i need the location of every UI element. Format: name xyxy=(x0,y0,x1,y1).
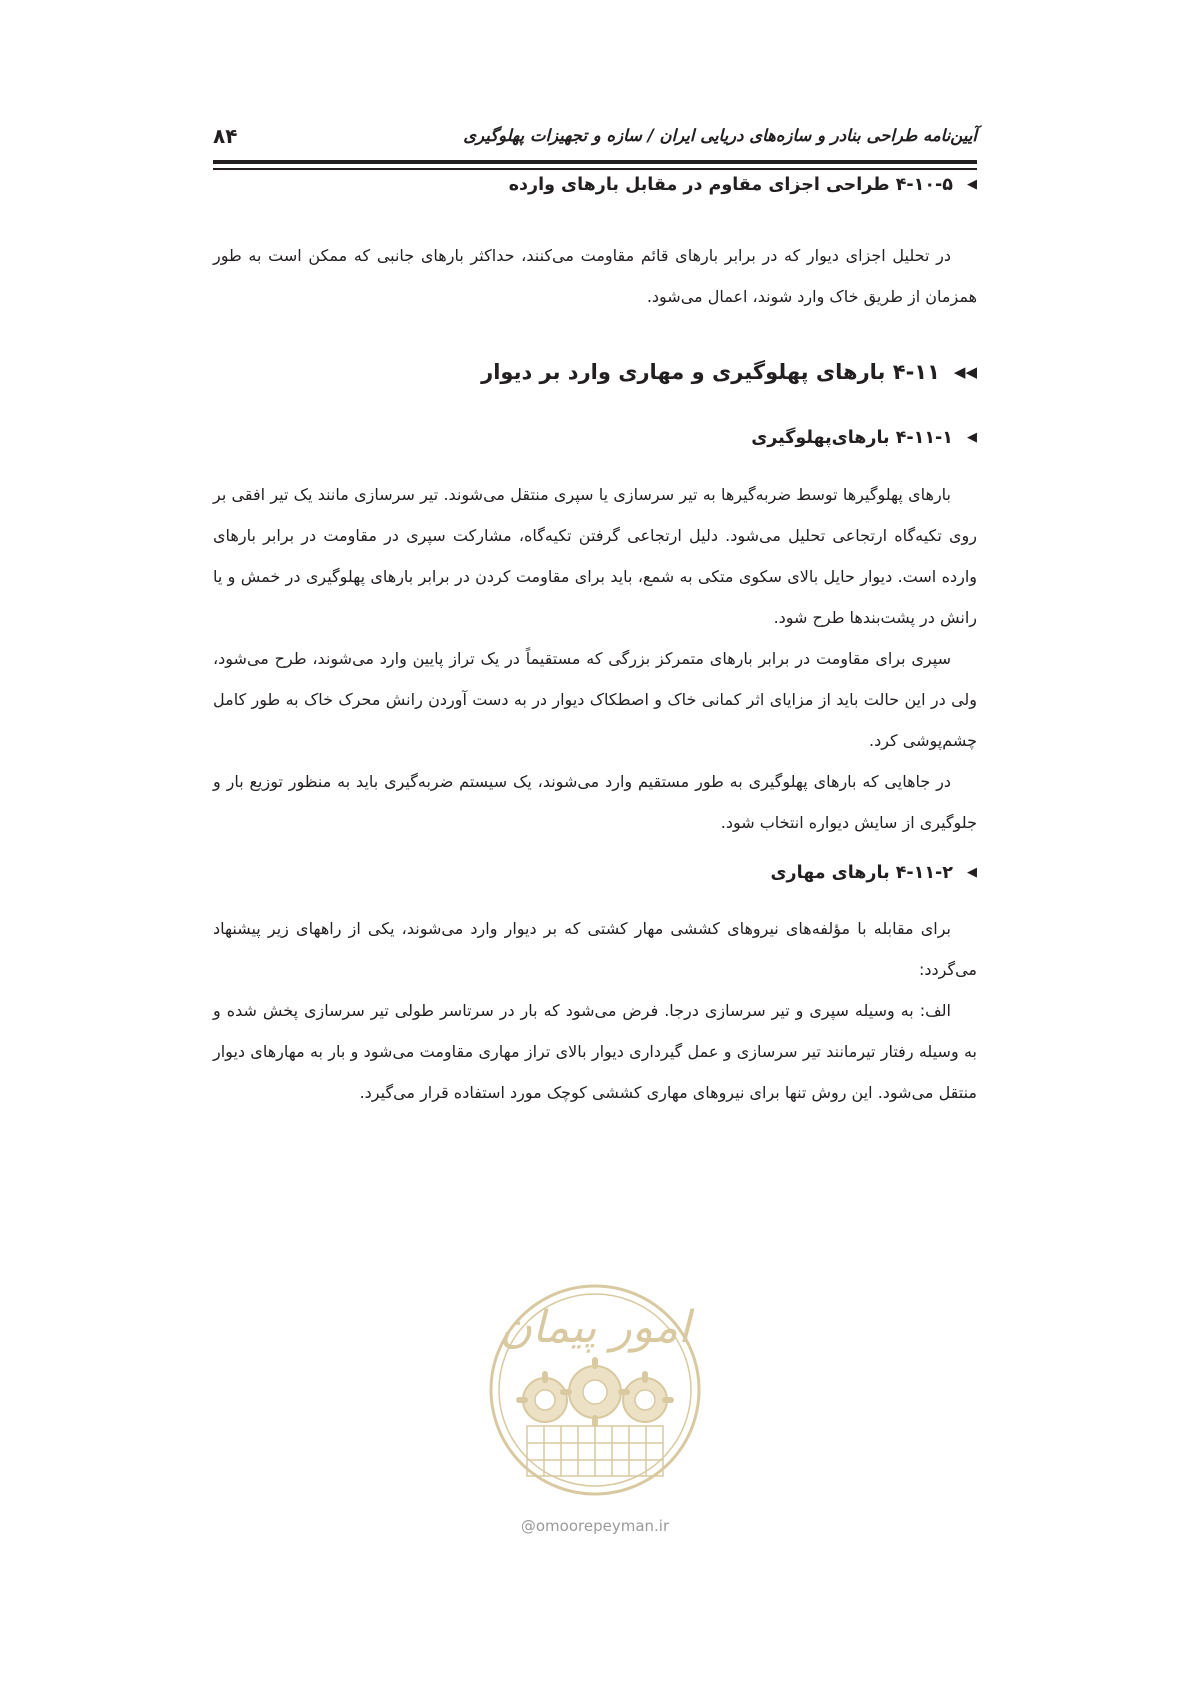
chapter-section-heading: ◀◀۴-۱۱ بارهای پهلوگیری و مهاری وارد بر دیوار xyxy=(481,360,977,384)
running-title: آیین‌نامه طراحی بنادر و سازه‌های دریایی ایران / سازه و تجهیزات پهلوگیری xyxy=(463,126,977,145)
watermark-logo xyxy=(487,1280,703,1505)
paragraph: بارهای پهلوگیرها توسط ضربه‌گیرها به تیر سرسازی یا سپری منتقل می‌شوند. تیر سرسازی مانند یک تیر افقی بر روی تکیه‌گاه ارتجاعی تحلیل می‌شود. دلیل ارتجاعی گرفتن تکیه‌گاه، مشارکت سپری در مقاومت در برابر بارهای وارده است. دیوار حایل بالای سکوی متکی به شمع، باید برای مقاومت کردن در برابر بارهای پهلوگیری در خمش و یا رانش در پشت‌بندها طرح شود. xyxy=(213,485,977,627)
header-rule-thick xyxy=(213,160,977,164)
page-number: ۸۴ xyxy=(213,124,238,148)
watermark-caption: @omoorepeyman.ir xyxy=(520,1517,670,1535)
watermark-logo-text: امور پیمان xyxy=(499,1302,691,1353)
triangle-left-icon: ◀ xyxy=(967,177,977,192)
paragraph: در جاهایی که بارهای پهلوگیری به طور مستقیم وارد می‌شوند، یک سیستم ضربه‌گیری باید به منظور توزیع بار و جلوگیری از سایش دیواره انتخاب شود. xyxy=(213,772,977,832)
page-header xyxy=(213,124,977,154)
paragraph: سپری برای مقاومت در برابر بارهای متمرکز بزرگی که مستقیماً در یک تراز پایین وارد می‌شوند، طرح می‌شود، ولی در این حالت باید از مزایای اثر کمانی خاک و اصطکاک دیوار در به دست آوردن رانش محرک خاک به طور کامل چشم‌پوشی کرد. xyxy=(213,649,977,750)
paragraph: الف: به وسیله سپری و تیر سرسازی درجا. فرض می‌شود که بار در سرتاسر طولی تیر سرسازی پخش شده و به وسیله رفتار تیرمانند تیر سرسازی و عمل گیرداری دیوار بالای تراز مهاری مقاومت می‌شود و بار به مهارهای دیوار منتقل می‌شود. این روش تنها برای نیروهای مهاری کششی کوچک مورد استفاده قرار می‌گیرد. xyxy=(213,1001,977,1102)
triangle-left-icon: ◀ xyxy=(967,430,977,445)
paragraph: در تحلیل اجزای دیوار که در برابر بارهای قائم مقاومت می‌کنند، حداکثر بارهای جانبی که ممکن است به طور همزمان از طریق خاک وارد شوند، اعمال می‌شود. xyxy=(213,246,977,306)
section-heading: ◀۴-۱۰-۵ طراحی اجزای مقاوم در مقابل بارهای وارده xyxy=(508,175,977,195)
paragraph: برای مقابله با مؤلفه‌های نیروهای کششی مهار کشتی که بر دیوار وارد می‌شوند، یکی از راههای زیر پیشنهاد می‌گردد: xyxy=(213,919,977,979)
header-rule-thin xyxy=(213,168,977,170)
triangle-left-icon: ◀ xyxy=(967,865,977,880)
double-triangle-left-icon: ◀◀ xyxy=(953,363,977,381)
section-heading: ◀۴-۱۱-۲ بارهای مهاری xyxy=(770,863,977,883)
section-heading: ◀۴-۱۱-۱ بارهای‌پهلوگیری xyxy=(751,428,977,448)
watermark-seal-icon xyxy=(487,1280,703,1505)
